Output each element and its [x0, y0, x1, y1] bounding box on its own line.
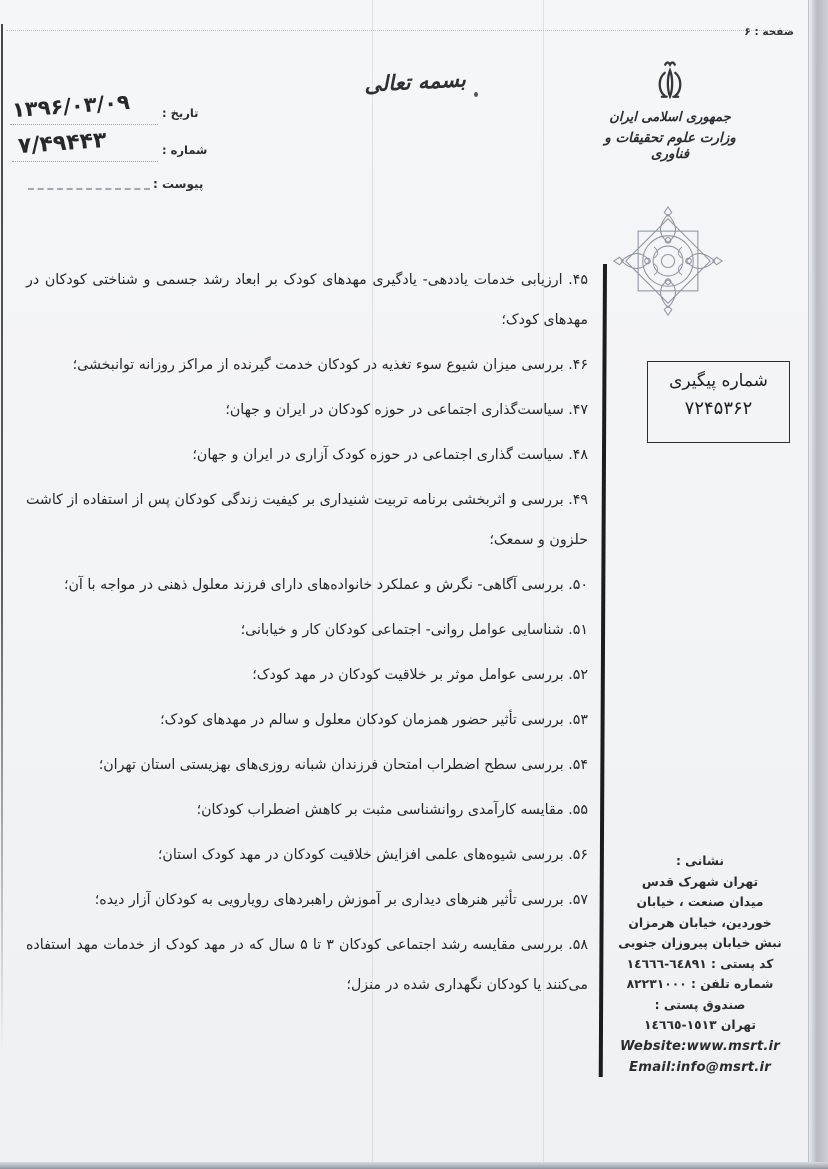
research-item-48: ۴۸. سیاست گذاری اجتماعی در حوزه کودک آزاری در ایران و جهان؛: [192, 447, 588, 463]
research-item-54: ۵۴. بررسی سطح اضطراب امتحان فرزندان شبانه روزی‌های بهزیستی استان تهران؛: [98, 757, 588, 773]
scan-edge-right: [808, 0, 828, 1169]
address-line: تهران شهرک قدس: [641, 874, 759, 889]
besmele-calligraphy: بسمه تعالی: [363, 67, 467, 97]
scan-edge-right-line: [808, 0, 809, 1169]
address-block: [598, 851, 802, 1078]
postal-code-line: کد پستی : ٦٤٨٩١-١٤٦٦٦: [626, 956, 774, 971]
research-item-56: ۵۶. بررسی شیوه‌های علمی افزایش خلاقیت کودکان در مهد کودک استان؛: [157, 847, 588, 863]
number-rule: [12, 161, 158, 162]
page-number-label: صفحه : ۶: [744, 26, 794, 38]
scan-edge-bottom: [0, 1162, 828, 1169]
tracking-label: شماره پیگیری: [669, 371, 768, 391]
iran-emblem-icon: [647, 56, 693, 104]
top-dotted-rule: [6, 30, 792, 31]
ornamental-medallion-icon: [612, 202, 724, 320]
research-item-53: ۵۳. بررسی تأثیر حضور همزمان کودکان معلول و سالم در مهدهای کودک؛: [160, 712, 588, 728]
address-line: میدان صنعت ، خیابان: [636, 895, 764, 909]
ministry-name: وزارت علوم تحقیقات و فناوری: [604, 130, 736, 162]
tracking-number: ۷۲۴۵۳۶۲: [684, 398, 753, 419]
date-label: تاریخ :: [162, 106, 199, 120]
po-box-line: تهران ١٥١٣-١٤٦٦٥: [643, 1018, 757, 1032]
research-item-55: ۵۵. مقایسه کارآمدی روانشناسی مثبت بر کاهش اضطراب کودکان؛: [196, 802, 588, 818]
research-item-57: ۵۷. بررسی تأثیر هنرهای دیداری بر آموزش راهبردهای رویارویی به کودکان آزار دیده؛: [94, 892, 588, 908]
research-topics-list: [26, 260, 588, 1010]
research-item-45: ۴۵. ارزیابی خدمات یاددهی- یادگیری مهدهای کودک بر ابعاد رشد جسمی و شناختی کودکان در مهدهای کودک؛: [26, 272, 588, 328]
po-box-label-line: صندوق پستی :: [654, 997, 746, 1012]
research-item-49: ۴۹. بررسی و اثربخشی برنامه تربیت شنیداری بر کیفیت زندگی کودکان پس از استفاده از کاشت حلزون و سمعک؛: [26, 492, 588, 548]
date-value: ۱۳۹۶/۰۳/۰۹: [11, 89, 131, 123]
phone-line: شماره تلفن : ٨٢٢٣١٠٠٠: [626, 977, 774, 991]
research-item-47: ۴۷. سیاست‌گذاری اجتماعی در حوزه کودکان در ایران و جهان؛: [225, 402, 588, 418]
number-label: شماره :: [162, 143, 208, 157]
research-item-58: ۵۸. بررسی مقایسه رشد اجتماعی کودکان ۳ تا ۵ سال که در مهد کودک از خدمات مهد استفاده می‌کنند یا کودکان نگهداری شده در منزل؛: [26, 937, 588, 993]
letterhead: [588, 56, 752, 162]
attachment-label: پیوست :: [153, 177, 204, 191]
research-item-46: ۴۶. بررسی میزان شیوع سوء تغذیه در کودکان خدمت گیرنده از مراکز روزانه توانبخشی؛: [72, 357, 588, 373]
tracking-number-box: [647, 361, 790, 443]
country-name: جمهوری اسلامی ایران: [609, 110, 731, 125]
research-item-52: ۵۲. بررسی عوامل موثر بر خلاقیت کودکان در مهد کودک؛: [252, 667, 588, 683]
attachment-rule: [28, 188, 150, 190]
website-line: Website:www.msrt.ir: [620, 1038, 780, 1054]
ink-dot: [474, 92, 478, 97]
date-rule: [10, 124, 158, 125]
number-value: ۷/۴۹۴۴۳: [17, 127, 108, 160]
research-item-50: ۵۰. بررسی آگاهی- نگرش و عملکرد خانواده‌های دارای فرزند معلول ذهنی در مواجه با آن؛: [63, 577, 588, 593]
email-line: Email:info@msrt.ir: [629, 1059, 771, 1075]
scan-edge-left: [1, 24, 3, 1054]
address-line: نشانی :: [675, 854, 724, 868]
address-line: نبش خیابان پیروزان جنوبی: [618, 936, 782, 950]
address-line: خوردین، خیابان هرمزان: [628, 915, 772, 930]
research-item-51: ۵۱. شناسایی عوامل روانی- اجتماعی کودکان کار و خیابانی؛: [240, 622, 588, 638]
